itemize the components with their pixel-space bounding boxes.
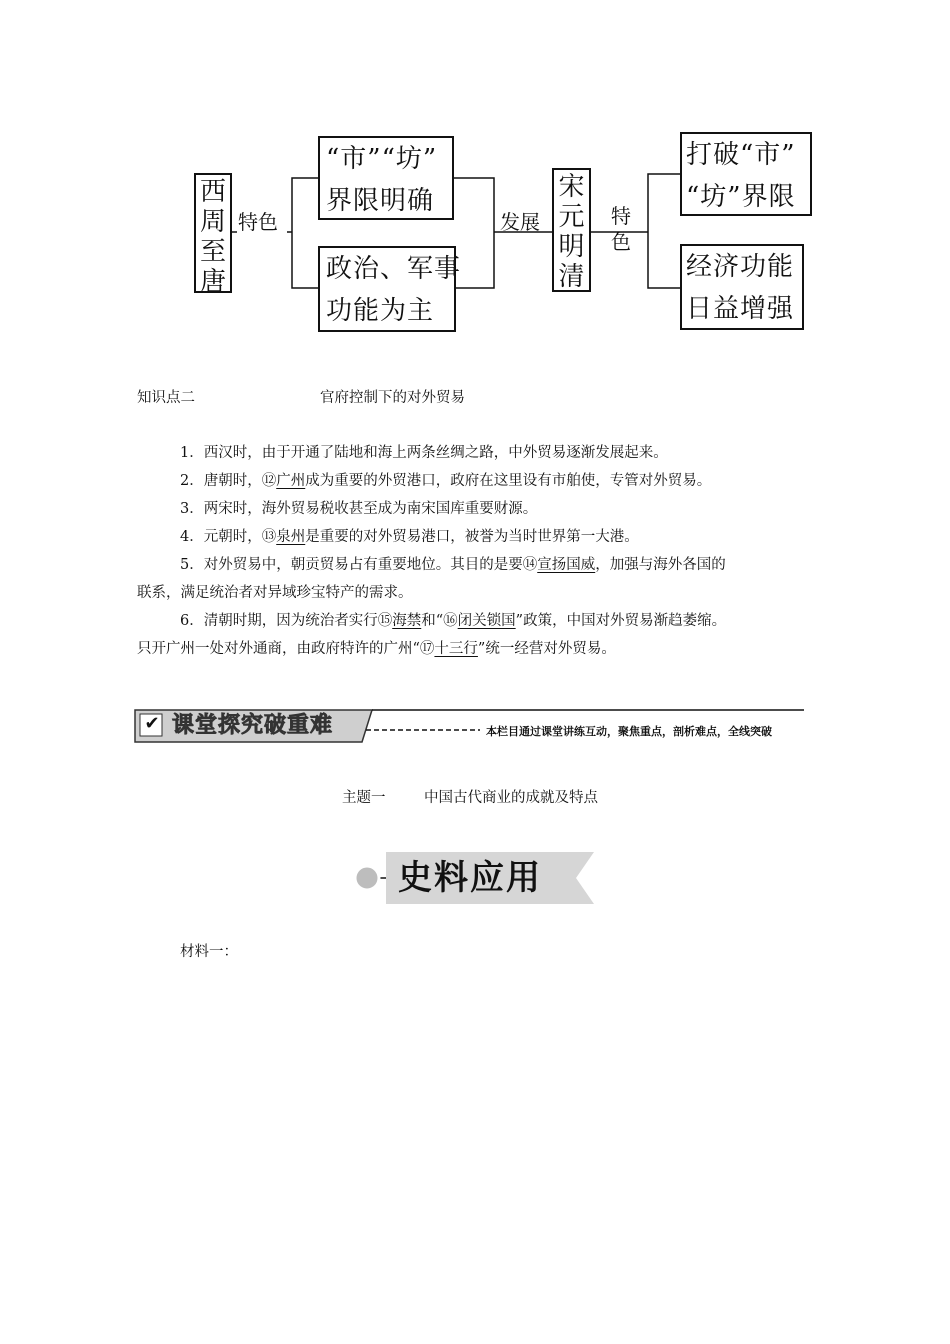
left-feature-1-line2: 界限明确 — [326, 186, 435, 216]
topic-title: 中国古代商业的成就及特点 — [424, 790, 598, 806]
right-feature-1-line2: “坊”界限 — [686, 182, 796, 212]
answer-blank: 泉州 — [276, 529, 306, 545]
answer-blank: 闭关锁国 — [457, 613, 516, 629]
left-feature-box-1 — [318, 136, 454, 220]
list-item-5-continued: 联系，满足统治者对异域珍宝特产的需求。 — [137, 585, 413, 601]
list-item-3: 3．两宋时，海外贸易税收甚至成为南宋国库重要财源。 — [180, 501, 538, 517]
list-item-6-continued: 只开广州一处对外通商，由政府特许的广州“⑰十三行”统一经营对外贸易。 — [137, 641, 616, 657]
answer-blank: 广州 — [276, 473, 306, 489]
list-item-6: 6．清朝时期，因为统治者实行⑮海禁和“⑯闭关锁国”政策，中国对外贸易渐趋萎缩。 — [180, 613, 727, 629]
develop-label: 发展 — [500, 210, 540, 234]
list-item-4: 4．元朝时，⑬泉州是重要的对外贸易港口，被誉为当时世界第一大港。 — [180, 529, 639, 545]
check-icon: ✔ — [144, 713, 160, 734]
left-feature-1-line1: “市”“坊” — [326, 144, 438, 174]
left-feature-2-line1: 政治、军事 — [326, 254, 462, 284]
left-feature-box-2 — [318, 246, 462, 332]
answer-blank: 海禁 — [392, 613, 422, 629]
section-heading-title: 官府控制下的对外贸易 — [320, 390, 465, 406]
shiliao-title: 史料应用 — [398, 858, 542, 898]
section-heading-number: 知识点二 — [137, 390, 195, 406]
left-period-box — [194, 173, 232, 297]
right-feature-2-line2: 日益增强 — [686, 294, 795, 324]
answer-blank: 十三行 — [434, 641, 478, 657]
answer-blank: 宣扬国威 — [537, 557, 596, 573]
list-item-1: 1．西汉时，由于开通了陆地和海上两条丝绸之路，中外贸易逐渐发展起来。 — [180, 445, 668, 461]
left-period-text: 西周至唐 — [200, 177, 227, 297]
left-feature-label: 特色 — [238, 210, 278, 234]
right-feature-1-line1: 打破“市” — [686, 140, 796, 170]
right-feature-box-2 — [680, 244, 804, 330]
right-period-box — [552, 168, 591, 292]
right-feature-label: 特色 — [611, 204, 631, 254]
right-feature-box-1 — [680, 132, 812, 216]
banner-subtitle: 本栏目通过课堂讲练互动，聚焦重点，剖析难点，全线突破 — [486, 725, 772, 738]
list-item-2: 2．唐朝时，⑫广州成为重要的外贸港口，政府在这里设有市舶使，专管对外贸易。 — [180, 473, 712, 489]
material-label: 材料一： — [180, 944, 238, 960]
topic-label: 主题一 — [342, 790, 386, 806]
right-period-text: 宋元明清 — [558, 172, 585, 292]
right-feature-2-line1: 经济功能 — [686, 252, 795, 282]
list-item-5: 5．对外贸易中，朝贡贸易占有重要地位。其目的是要⑭宣扬国威，加强与海外各国的 — [180, 557, 726, 573]
banner-title: 课堂探究破重难 — [172, 713, 334, 738]
left-feature-2-line2: 功能为主 — [326, 296, 435, 326]
